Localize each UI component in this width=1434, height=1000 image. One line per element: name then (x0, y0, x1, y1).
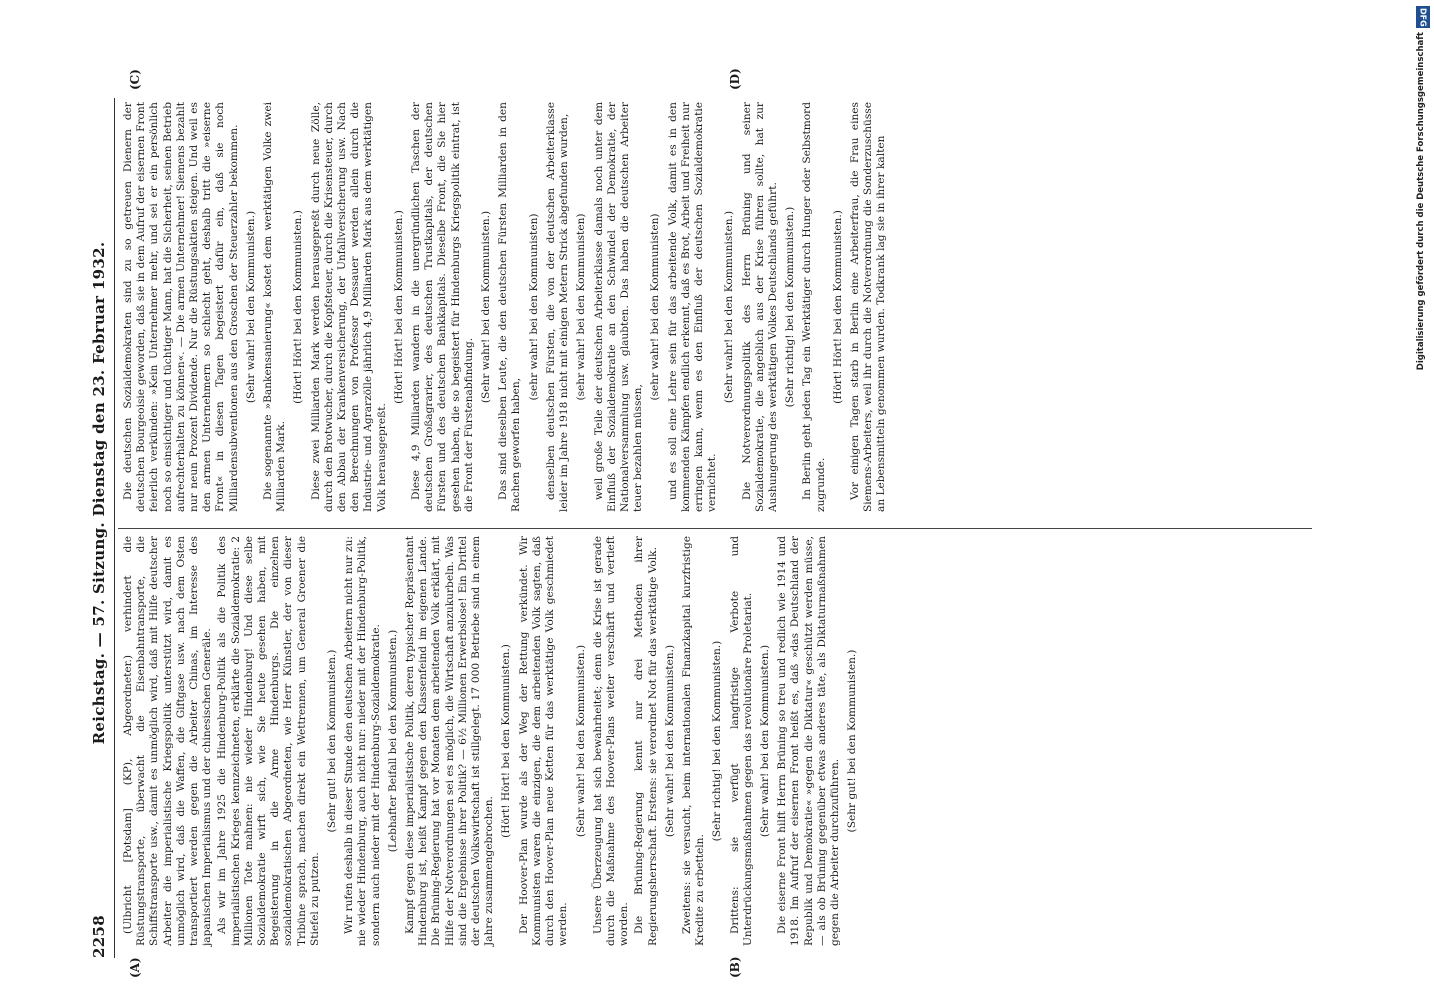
margin-marker-d: (D) (728, 68, 742, 90)
interjection: (Hört! Hört! bei den Kommunisten.) (292, 210, 305, 404)
paragraph: Drittens: sie verfügt langfristige Verbote und Unterdrückungsmaßnahmen gegen das revolutionäre Proletariat. (728, 536, 754, 946)
paragraph: Die Notverordnungspolitik des Herrn Brüning und seiner Sozialdemokratie, die angeblich aus der Krise führen sollte, hat zur Aushungerung des werktätigen Volkes Deutschlands geführt. (740, 102, 779, 512)
paragraph: Das sind dieselben Leute, die den deutschen Fürsten Milliarden in den Rachen geworfen haben, (497, 102, 523, 512)
interjection: (Sehr wahr! bei den Kommunisten.) (723, 210, 736, 404)
page-number: 2258 (90, 915, 108, 958)
margin-marker-a: (A) (128, 957, 142, 978)
interjection: (Sehr wahr! bei den Kommunisten.) (244, 210, 257, 404)
interjection: (Lebhafter Beifall bei den Kommunisten.) (386, 629, 399, 853)
paragraph: Die Brüning-Regierung kennt nur drei Methoden ihrer Regierungsherrschaft. Erstens: sie verordnet Not für das werktätige Volk. (633, 536, 659, 946)
paragraph: Unsere Überzeugung hat sich bewahrheitet; denn die Krise ist gerade durch die Maßnahme des Hoover-Plans weiter verschärft und vertieft worden. (591, 536, 631, 946)
paragraph: Zweitens: sie versucht, beim internationalen Finanzkapital kurzfristige Kredite zu erbetteln. (680, 536, 707, 946)
column-divider (118, 528, 1312, 529)
interjection: (Hört! Hört! bei den Kommunisten.) (831, 210, 844, 404)
interjection: (Sehr wahr! bei den Kommunisten.) (480, 210, 493, 404)
right-text-column (122, 102, 891, 512)
header-rule (114, 98, 115, 958)
paragraph: Die eiserne Front hilft Herrn Brüning so treu und redlich wie 1914 und 1918. Im Aufruf der eisernen Front heißt es, daß »das Deutschland der Republik und Demokratie« »gegen die Diktatur« geschützt werden müsse, — als ob Brüning gegenüber etwas anderes täte, als Diktaturmaßnahmen gegen die Arbeiter durchzuführen. (776, 536, 841, 946)
paragraph: und es soll eine Lehre sein für das arbeitende Volk, damit es in den kommenden Kämpfen endlich erkennt, daß es Brot, Arbeit und Freiheit nur erringen kann, wenn es den Einfluß der deutschen Sozialdemokratie vernichtet. (666, 102, 719, 512)
paragraph: Als wir im Jahre 1925 die Hindenburg-Politik als die Politik des imperialistischen Krieges kennzeichneten, erklärte die Sozialdemokratie: 2 Millionen Tote mahnen: nie wieder Hindenburg! Und diese selbe Sozialdemokratie wirft sich, wie Sie heute gesehen haben, mit Begeisterung in die Arme Hindenburgs. Die einzelnen sozialdemokratischen Abgeordneten, wie Herr Künstler, der von dieser Tribüne sprach, machen direkt ein Wettrennen, um General Groener die Stiefel zu putzen. (216, 536, 321, 946)
interjection: (Hört! Hört! bei den Kommunisten.) (500, 644, 513, 838)
paragraph: Vor einigen Tagen starb in Berlin eine Arbeiterfrau, die Frau eines Siemens-Arbeiters, weil ihr durch die Notverordnung die Sonderzuschüsse an Lebensmitteln genommen wurden. Todkrank lag sie in ihrer kalten (848, 102, 888, 512)
interjection: (Hört! Hört! bei den Kommunisten.) (392, 210, 405, 404)
interjection: (Sehr richtig! bei den Kommunisten.) (711, 640, 724, 842)
interjection: (Sehr wahr! bei den Kommunisten.) (758, 644, 771, 838)
paragraph: Wir rufen deshalb in dieser Stunde den deutschen Arbeitern nicht nur zu: nie wieder Hindenburg, auch nicht nur: nieder mit der Hindenburg-Politik, sondern auch nieder mit der Hindenburg-Sozialdemokratie. (343, 536, 382, 946)
interjection: (Sehr gut! bei den Kommunisten.) (326, 649, 339, 833)
interjection: (sehr wahr! bei den Kommunisten) (575, 213, 588, 401)
dfg-logo: DFG (1416, 6, 1430, 28)
paragraph: Diese 4,9 Milliarden wandern in die unergründlichen Taschen der deutschen Großagrarier, des deutschen Trustkapitals, der deutschen Fürsten und des deutschen Bankkapitals. Dieselbe Front, die Sie hier gesehen haben, die so begeistert für Hindenburgs Kriegspolitik eintrat, ist die Front der Fürstenabfindung. (410, 102, 475, 512)
paragraph: Kampf gegen diese imperialistische Politik, deren typischer Repräsentant Hindenburg ist, heißt Kampf gegen den Klassenfeind im eigenen Lande. Die Brüning-Regierung hat vor Monaten dem arbeitenden Volk erklärt, mit Hilfe der Notverordnungen sei es möglich, die Wirtschaft anzukurbeln. Was sind die Ergebnisse ihrer Politik? — 6½ Millionen Erwerbslose! Ein Drittel der deutschen Volkswirtschaft ist stillgelegt. 17 000 Betriebe sind in einem Jahre zusammengebrochen. (404, 536, 496, 946)
digitization-credit: Digitalisierung gefördert durch die Deutsche Forschungsgemeinschaft (1416, 32, 1426, 371)
interjection: (Sehr richtig! bei den Kommunisten.) (784, 206, 797, 408)
paragraph: In Berlin geht jeden Tag ein Werktätiger durch Hunger oder Selbstmord zugrunde. (801, 102, 827, 512)
running-title: Reichstag. — 57. Sitzung. Dienstag den 23. Februar 1932. (90, 241, 108, 745)
paragraph: Diese zwei Milliarden Mark werden herausgepreßt durch neue Zölle, durch den Brotwucher, durch die Kopfsteuer, durch die Krisensteuer, durch den Abbau der Krankenversicherung, der Unfallversicherung usw. Nach den Berechnungen von Professor Dessauer werden allein durch die Industrie- und Agrarzölle jährlich 4,9 Milliarden Mark aus dem werktätigen Volk herausgepreßt. (309, 102, 388, 512)
interjection: (sehr wahr! bei den Kommunisten) (649, 213, 662, 401)
paragraph: weil große Teile der deutschen Arbeiterklasse damals noch unter dem Einfluß der Sozialdemokratie an den Schwindel der Demokratie, der Nationalversammlung usw. glaubten. Das haben die deutschen Arbeiter teuer bezahlen müssen, (592, 102, 645, 512)
digitization-sidebar (1416, 6, 1432, 996)
interjection: (sehr wahr! bei den Kommunisten) (527, 213, 540, 401)
margin-marker-b: (B) (728, 956, 742, 978)
page-header (88, 98, 116, 958)
rotated-page-content (88, 68, 1320, 978)
paragraph: (Ulbricht [Potsdam] (KP), Abgeordneter.) verhindert die Rüstungstransporte, überwacht die Eisenbahntransporte, die Schiffstransporte usw., damit es unmöglich wird, daß mit Hilfe deutscher Arbeiter die imperialistische Kriegspolitik unterstützt wird, damit es unmöglich wird, daß die Waffen, die Giftgase usw. nach dem Osten transportiert werden gegen die Arbeiter Chinas, im Interesse des japanischen Imperialismus und der chinesischen Generäle. (122, 536, 214, 946)
paragraph: Die sogenannte »Bankensanierung« kostet dem werktätigen Volke zwei Milliarden Mark. (262, 102, 288, 512)
interjection: (Sehr wahr! bei den Kommunisten.) (663, 644, 676, 838)
margin-marker-c: (C) (128, 69, 142, 90)
left-text-column (122, 536, 863, 946)
paragraph: denselben deutschen Fürsten, die von der deutschen Arbeiterklasse leider im Jahre 1918 nicht mit einigen Metern Strick abgefunden wurden, (544, 102, 571, 512)
interjection: (Sehr wahr! bei den Kommunisten.) (574, 644, 587, 838)
paragraph: Die deutschen Sozialdemokraten sind zu so getreuen Dienern der deutschen Bourgeoisie geworden, daß sie in dem Aufruf der eisernen Front feierlich verkünden: »Kein Unternehmer mehr, und sei er ein persönlich noch so einsichtiger und tüchtiger Mann, hat die Sicherheit, seinen Betrieb aufrechterhalten zu können«. — Die armen Unternehmer! Siemens bezahlt nur neun Prozent Dividende. Nur die Rüstungsaktien steigen. Und weil es den armen Unternehmern so schlecht geht, deshalb tritt die »eiserne Front« in diesen Tagen begeistert dafür ein, daß sie noch Milliardensubventionen aus den Groschen der Steuerzahler bekommen. (122, 102, 240, 512)
interjection: (Sehr gut! bei den Kommunisten.) (846, 649, 859, 833)
paragraph: Der Hoover-Plan wurde als der Weg der Rettung verkündet. Wir Kommunisten waren die einzigen, die dem arbeitenden Volk sagten, daß durch den Hoover-Plan neue Ketten für das werktätige Volk geschmiedet werden. (517, 536, 570, 946)
